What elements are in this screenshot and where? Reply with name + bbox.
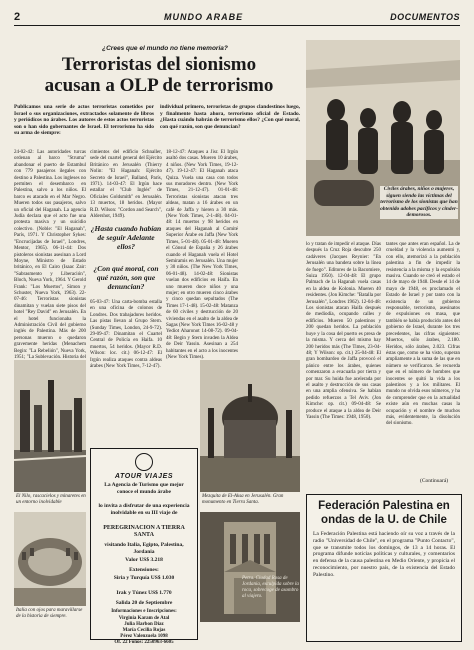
mosque-illustration (200, 360, 300, 492)
lead-left: Publicamos una serie de actos terroristas cometidos por Israel o sus organizaciones, extractados solamente de libros y periódicos no árabes. Los autores de estos actos terroristas son o han sido gobernantes de Israel. El terrorismo ha sido su arma de siempre: (14, 104, 154, 137)
photo-caption-right: Civiles árabes, niños o mujeres, siguen siendo las víctimas del terrorismo de los sionistas que han obtenido adobes pacíficos y cinder- demorosos. (380, 186, 458, 219)
ad-departure: Salida 20 de Septiembre (115, 600, 173, 606)
photo-caption-petra: Petra. Ciudad Rosa de Jordania, esculpida sobre la roca, sobrecoge de asombro al viajero. (242, 576, 299, 599)
ad-extension-1: Siria y Turquía US$ 1.030 (113, 575, 175, 581)
italy-photo (14, 512, 86, 606)
photo-caption-mosque: Mezquita de El-Aksa en Jerusalén. Gran monumento en Tierra Santa. (202, 494, 284, 505)
colosseum-illustration (14, 512, 86, 606)
article-col-5: tantes que antes eran español. La de crueldad y la violencia aumentó y, con ello, atemorizó a la población palestina a fin de impedir la resistencia a la misma y la expulsión masiva. Cuando se creó el estado el 14 de mayo de 1948. Desde el 14 de mayo de 1948, es proclamado el Estado de Israel y por tanto con la existencia de un gobierno responsable, terrorismo, asesinatos de expulsiones en masa, que también se había producido antes del gobierno de Israel, durante los tres precedentes, las cifras siguientes: Muertos, sólo árabes, 2.180. Heridos, sólo árabes, 2.023. Cifras éstas que, como se ha visto, superan ampliamente a la suma de las que en número se verificaron. Se recuerda que en el número de hombres que inocentes se quitó la vida a los palestinos y a los militares. El mundo no olvida esos números, y ha de comprender que en la actualidad existe aún en muchas casas la ocupación y el nombre de muchos más, evidentemente, la disolución del sionismo. (386, 242, 461, 427)
lead-right: individual primero, terroristas de grupos clandestinos luego, y finalmente hasta ahora, terrorismo oficial de Estado. ¿Hasta cuándo habrán de terrorismo ellos? ¿Con qué moral, con qué razón, son que denuncian? (160, 104, 300, 130)
petra-photo (200, 512, 300, 622)
article-col-1: 24-02-42: Las autoridades turcas ordenan al barco "Struma" abandonar el puerto de Estambul con 779 pasajeros ilegales con destino a Palestina. Los ingleses no permiten el desembarco en Palestina, salvo a los niños. El barco es atacado en el Mar Negro. Mueren todos sus pasajeros, salvo un oficial del Haganah. La agencia Judía declara que el acto fue una protesta masiva y un suicidio colectivo. (Noble: "El Haganah", París, 1971. Y Christopher Sykes: "Encrucijadas de Israel", Londres, Mentor, 1965). 06-11-44: Dos pistoleros sionistas asesinan a Lord Moyne, Ministro de Estado británico, en El Cairo (Isaac Zair: "Sabrasmento y Liberación", Bloch, Nueva York, 1964. Y Gerold Frank: "Los Muertos", Simon y Schuster, Nueva York, 1963). 22-07-46: Terroristas sionistas dinamitan y vuelan siete pisos del hotel "Rey David" en Jerusalén. En el hotel funcionaba la Administración Civil del gobierno inglés de Palestina. Más de 200 personas mueron o quedaron gravemente heridas (Menachem Begin: "La Rebelión", Nueva York, 1951; "La Sublevación. Historia del (14, 150, 86, 360)
federation-headline (311, 499, 457, 527)
nile-illustration (14, 360, 86, 492)
header-rule (14, 25, 460, 26)
publication-name: MUNDO ARABE (164, 12, 244, 22)
ad-extension-2: Irak y Túnez US$ 1.770 (116, 590, 172, 596)
federation-body: La Federación Palestina está haciendo oír su voz a través de la radio "Universidad de Chile", en el programa "Punto Contacto", que se transmite todos los domingos, de 13 a 14 horas. El programa difunde noticias políticas y culturales, y comentarios en defensa de la causa palestina en Medio Oriente, y propicia el reconocimiento, por nuestro país, de la existencia del Estado Palestino. (313, 531, 455, 578)
ad-contact-title: Informaciones e Inscripciones: (111, 609, 177, 614)
article-col-4: lo y tratan de impedir el ataque. Días después la Cruz Roja descubre 250 cadáveres (Jacques Reynier: "En Jerusalén una bandera sobre la línea de fuego". Editores de la Bacomiere, Suiza 1950). 12-04-48: El grupo Palmach de la Haganah vuela casas en la aldea de Kolonia. Mueren 40 residentes. (Jon Kimche: "Batalla por Jerusalén", Londres 1962). 12-04-48: Los sionistas atacan Haifa después de mediodía, ocupando calles y edificios. Mueren 50 palestinos y 200 quedan heridos. La población huye y la cosa del puerto es presa de la misma. Y cerca del mismo hay 200 heridos más (The Times, 23-04-48; Y Wilson: op. cit.) 25-04-48: El gran bombardeo de Jaffa provocó el pánico entre los árabes, quienes comenzaron a evacuarla por tierra y por mar. Su huida fue acelerada por el asalto y destrucción de sus casas en una amplia ofensiva. Se habían pedido refuerzos a Tel Aviv. (Jon Kimche: op. cit.) 09-04-48: Se produce el ataque a la aldea de Deir Yassin (The Times: 1948, 1950). (306, 242, 381, 420)
photo-caption-italy: Italia con ojos para maravillarse de la historia de siempre. (16, 608, 83, 619)
header (14, 12, 460, 24)
photo-caption-egypt: El Nilo, rascacielos y minaretes en un entorno inolvidable (16, 494, 86, 505)
article-headline (14, 54, 304, 96)
federation-box (306, 494, 462, 642)
ad-price: Valor US$ 3.218 (125, 557, 163, 563)
section-name: DOCUMENTOS (390, 12, 460, 22)
mosque-photo (200, 360, 300, 492)
federation-headline-2: ondas de la U. de Chile (321, 514, 447, 526)
ad-line-3: PEREGRINACION A TIERRA SANTA (103, 525, 185, 538)
ad-contact-3: María Cecilia Rojas (122, 628, 166, 633)
article-subhead-1: ¿Hasta cuando habían de seguir Adelante ellos? (90, 224, 162, 251)
page-number: 2 (14, 11, 21, 23)
headline-line-2: acusan a OLP de terrorismo (44, 75, 274, 96)
article-subhead-2: ¿Con qué moral, con qué razón, son que denuncian? (93, 264, 159, 291)
ad-line-5: Extensiones: (129, 567, 159, 573)
continued-note: (Continuará) (420, 478, 449, 484)
ad-line-2: lo invita a disfrutar de una experiencia inolvidable en su III viaje de (98, 503, 190, 516)
article-col-2b: 05-03-47: Una carta-bomba estalla en una oficina de colonos de Londres. Dos trabajadores heridos. Las pistas llevan al Grupo Stern. (Sunday Times, London, 24-9-72). 29-09-47: Dinamitan el Cuartel Central de Policía en Haifa. 10 muertos, 54 heridos. (Mayor R.D. Wilson: loc. cit.) 06-12-47: El Irgún realiza ataques contra aldeas árabes (New York Times, 7-12-47). (90, 300, 162, 370)
atour-logo-icon (135, 453, 153, 471)
egypt-photo (14, 360, 86, 492)
ad-brand: ATOUR VIAJES (114, 473, 174, 480)
ad-contact-1: Virginia Karam de Atal (118, 616, 170, 621)
ad-contact-4: Pérez Valenzuela 1098 (120, 634, 168, 639)
headline-line-1: Terroristas del sionismo (61, 54, 257, 75)
ad-line-4: visitando Italia, Egipto, Palestina, Jordania (104, 542, 184, 555)
ad-phone: Of. 22 Fonos: 2250963-6605 (114, 640, 174, 645)
federation-headline-1: Federación Palestina en (318, 500, 450, 512)
ad-line-1: La Agencia de Turismo que mejor conoce el mundo árabe (104, 482, 184, 495)
petra-illustration (200, 512, 300, 622)
article-kicker: ¿Crees que el mundo no tiene memoria? (102, 45, 228, 52)
ad-contact-2: Julia Harbon Diaz (124, 622, 164, 627)
travel-ad (90, 448, 198, 640)
article-col-2: cimientos del edificio Schnaller, sede del cuartel general del Ejército Británico en Jerusalén (Thierry Nolin: "El Haganah: Ejército Secreto de Israel", Balland, París, 1971). 14-03-47: El Irgún hace estallar el "Club Inglés" de Oficiales Goldsmith" en Jerusalén. 13 muertos, 18 heridos. (Mayor R.D. Wilson: "Cordon and Search", Aldershot, 1949). (90, 150, 162, 220)
article-col-3: 18-12-47: Ataques a Jisr. El Irgún asaltó dos casas. Mueren 10 árabes, 4 niños. (New York Times, 19-12-47). 19-12-47: El Haganah ataca Quiza. Vuela una casa con todos sus moradores dentro. (New York Times, 21-12-47). 01-01-48: Terroristas sionistas atacan tres aldeas, matan a 16 árabes en un café de Jaffa y hieren a 30 más. (New York Times, 2-1-48). 04-01-48: 14 muertos y 98 heridos en ataques del Haganah al Comité Superior Árabe en Jaffa (New York Times, 5-01-48). 05-01-48: Mueren el Cónsul de España y 26 árabes cuando el Haganah vuela el Hotel Semiramis en Jerusalén. Una mujer y 30 niños. (The New York Times, 06-01-48). 14-02-48: Sionistas vuelan dos edificios en Haifa. En uno mueren doce niños y una mujer; en otro mueren cinco árabes y cinco quedan sepultados (The Times 17-1-48). 15-02-48: Matanza de 60 civiles y destrucción de 20 viviendas en el asalto de la aldea de Sagas (New York Times 16-02-48 y Yediot Aharonot 14-08-72). 09-04-48: Begin y Stern invaden la Aldea de Deir Yassin. Asesinan a 254 habitantes en el acto a los inocentes (New York Times). (166, 150, 238, 360)
